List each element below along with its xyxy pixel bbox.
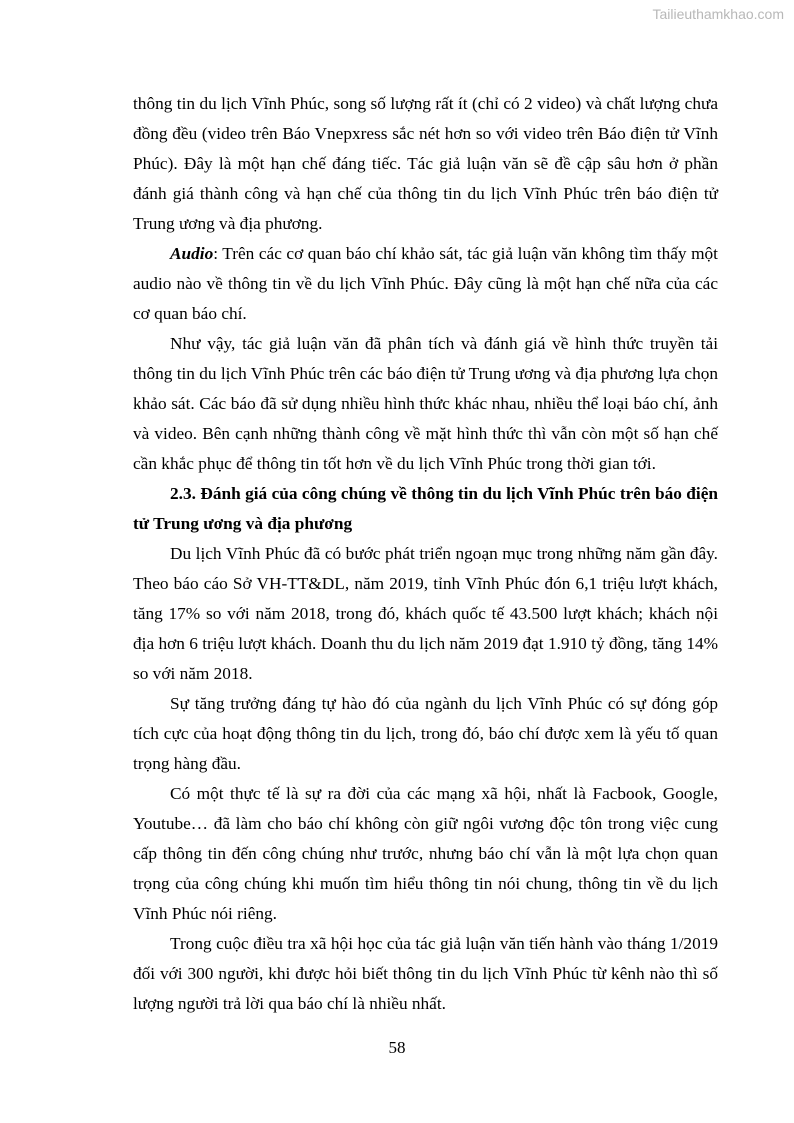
audio-colon: : — [213, 244, 219, 263]
paragraph-audio — [133, 239, 718, 329]
paragraph-press-contribution: Sự tăng trưởng đáng tự hào đó của ngành du lịch Vĩnh Phúc có sự đóng góp tích cực của hoạt động thông tin du lịch, trong đó, báo chí được xem là yếu tố quan trọng hàng đầu. — [133, 694, 718, 773]
page-number: 58 — [388, 1038, 406, 1057]
paragraph-social-media: Có một thực tế là sự ra đời của các mạng xã hội, nhất là Facbook, Google, Youtube… đã làm cho báo chí không còn giữ ngôi vương độc tôn trong việc cung cấp thông tin đến công chúng như trước, nhưng báo chí vẫn là một lựa chọn quan trọng của công chúng khi muốn tìm hiểu thông tin nói chung, thông tin về du lịch Vĩnh Phúc nói riêng. — [133, 784, 718, 923]
paragraph-summary: Như vậy, tác giả luận văn đã phân tích và đánh giá về hình thức truyền tải thông tin du lịch Vĩnh Phúc trên các báo điện tử Trung ương và địa phương lựa chọn khảo sát. Các báo đã sử dụng nhiều hình thức khác nhau, nhiều thể loại báo chí, ảnh và video. Bên cạnh những thành công về mặt hình thức thì vẫn còn một số hạn chế cần khắc phục để thông tin tốt hơn về du lịch Vĩnh Phúc trong thời gian tới. — [133, 334, 718, 473]
paragraph-video-continuation: thông tin du lịch Vĩnh Phúc, song số lượng rất ít (chỉ có 2 video) và chất lượng chưa đồng đều (video trên Báo Vnepxress sắc nét hơn so với video trên Báo điện tử Vĩnh Phúc). Đây là một hạn chế đáng tiếc. Tác giả luận văn sẽ đề cập sâu hơn ở phần đánh giá thành công và hạn chế của thông tin du lịch Vĩnh Phúc trên báo điện tử Trung ương và địa phương. — [133, 94, 718, 233]
audio-term: Audio — [170, 244, 214, 263]
paragraph-survey: Trong cuộc điều tra xã hội học của tác giả luận văn tiến hành vào tháng 1/2019 đối với 300 người, khi được hỏi biết thông tin du lịch Vĩnh Phúc từ kênh nào thì số lượng người trả lời qua báo chí là nhiều nhất. — [133, 934, 718, 1013]
audio-text: Trên các cơ quan báo chí khảo sát, tác giả luận văn không tìm thấy một audio nào về thông tin về du lịch Vĩnh Phúc. Đây cũng là một hạn chế nữa của các cơ quan báo chí. — [133, 244, 718, 323]
paragraph-tourism-growth: Du lịch Vĩnh Phúc đã có bước phát triển ngoạn mục trong những năm gần đây. Theo báo cáo Sở VH-TT&DL, năm 2019, tỉnh Vĩnh Phúc đón 6,1 triệu lượt khách, tăng 17% so với năm 2018, trong đó, khách quốc tế 43.500 lượt khách; khách nội địa hơn 6 triệu lượt khách. Doanh thu du lịch năm 2019 đạt 1.910 tỷ đồng, tăng 14% so với năm 2018. — [133, 544, 718, 683]
watermark: Tailieuthamkhao.com — [652, 6, 784, 22]
section-heading: 2.3. Đánh giá của công chúng về thông tin du lịch Vĩnh Phúc trên báo điện tử Trung ương và địa phương — [133, 484, 718, 533]
document-body — [133, 89, 718, 1019]
